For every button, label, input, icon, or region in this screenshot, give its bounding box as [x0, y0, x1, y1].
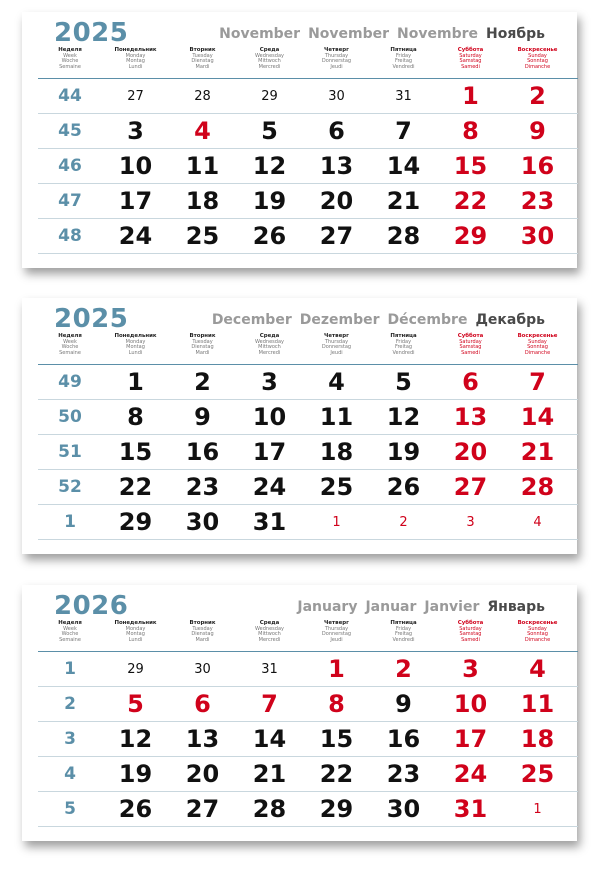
day-number: 29	[261, 88, 278, 104]
month-name-fr: Décembre	[387, 312, 468, 328]
week-rows	[38, 364, 578, 540]
day-number: 27	[453, 473, 488, 501]
week-number: 2	[64, 694, 76, 714]
day-number: 19	[252, 187, 287, 215]
day-number: 30	[328, 88, 345, 104]
weekday-label-ru: Суббота	[457, 333, 484, 339]
weekday-header	[504, 334, 571, 364]
month-name-en: January	[297, 599, 358, 615]
week-row	[38, 652, 578, 687]
weekday-label-fr: Mercredi	[258, 636, 281, 643]
weekday-label-de: Freitag	[394, 58, 413, 65]
day-number: 18	[319, 438, 354, 466]
weekday-label-en: Monday	[125, 52, 146, 59]
weekday-header	[504, 621, 571, 651]
weekday-header	[370, 621, 437, 651]
day-number: 16	[185, 438, 220, 466]
weekday-label-ru: Пятница	[390, 333, 417, 339]
day-number: 8	[462, 117, 479, 145]
day-number: 17	[453, 725, 488, 753]
weekday-label-ru: Понедельник	[114, 47, 157, 53]
week-number: 45	[58, 121, 82, 141]
day-number: 30	[520, 222, 555, 250]
weekday-label-ru: Воскресенье	[517, 333, 558, 339]
month-name-ru: Январь	[487, 599, 545, 615]
weekday-label-en: Week	[63, 338, 77, 345]
day-number: 26	[252, 222, 287, 250]
week-number: 44	[58, 86, 82, 106]
day-number: 22	[319, 760, 354, 788]
month-name-ru: Декабрь	[475, 312, 545, 328]
weekday-label-fr: Mardi	[195, 349, 210, 356]
weekday-label-ru: Понедельник	[114, 620, 157, 626]
day-number: 3	[127, 117, 144, 145]
weekday-label-en: Thursday	[324, 338, 349, 345]
weekday-header	[370, 334, 437, 364]
day-number: 11	[185, 152, 220, 180]
day-number: 22	[118, 473, 153, 501]
weekday-header	[169, 48, 236, 78]
day-number: 26	[386, 473, 421, 501]
day-number: 20	[453, 438, 488, 466]
day-number: 8	[328, 690, 345, 718]
weekday-header	[303, 48, 370, 78]
week-row	[38, 687, 578, 722]
weekday-label-en: Wednesday	[255, 338, 284, 345]
weekday-label-de: Mittwoch	[258, 58, 281, 65]
week-number: 49	[58, 372, 82, 392]
day-number: 19	[118, 760, 153, 788]
weekday-label-ru: Среда	[259, 47, 280, 53]
weekday-label-en: Sunday	[528, 625, 547, 632]
weekday-label-ru: Воскресенье	[517, 620, 558, 626]
day-number: 21	[520, 438, 555, 466]
weekday-label-fr: Dimanche	[524, 63, 551, 70]
week-number: 48	[58, 226, 82, 246]
day-number: 1	[462, 82, 479, 110]
weekday-label-ru: Четверг	[324, 47, 349, 53]
weekday-label-fr: Semaine	[59, 636, 81, 643]
day-number: 28	[386, 222, 421, 250]
weekday-label-ru: Понедельник	[114, 333, 157, 339]
weekday-header	[370, 48, 437, 78]
day-number: 24	[252, 473, 287, 501]
week-number: 47	[58, 191, 82, 211]
weekday-label-ru: Вторник	[189, 333, 216, 339]
weekday-label-ru: Пятница	[390, 620, 417, 626]
day-number: 11	[520, 690, 555, 718]
calendar-sheet	[22, 585, 577, 841]
day-number: 9	[529, 117, 546, 145]
weekday-label-en: Week	[63, 52, 77, 59]
weekday-label-en: Tuesday	[192, 625, 213, 632]
day-number: 14	[520, 403, 555, 431]
day-number: 21	[386, 187, 421, 215]
weekday-label-de: Montag	[126, 58, 145, 65]
month-name-fr: Novembre	[397, 26, 479, 42]
day-number: 7	[261, 690, 278, 718]
weekday-header	[169, 334, 236, 364]
weekday-label-en: Sunday	[528, 338, 547, 345]
weekday-label-fr: Mardi	[195, 636, 210, 643]
weekday-header	[38, 621, 102, 651]
month-name-de: November	[308, 26, 390, 42]
weekday-label-ru: Неделя	[58, 47, 82, 53]
weekday-label-en: Tuesday	[192, 52, 213, 59]
weekday-label-fr: Lundi	[128, 636, 143, 643]
day-number: 17	[252, 438, 287, 466]
weekday-label-fr: Jeudi	[330, 63, 343, 70]
weekday-label-en: Friday	[395, 338, 412, 345]
week-row	[38, 792, 578, 827]
year-label: 2026	[54, 591, 129, 621]
weekday-label-fr: Jeudi	[330, 349, 343, 356]
weekday-label-ru: Вторник	[189, 47, 216, 53]
weekday-label-fr: Vendredi	[392, 349, 415, 356]
week-number: 3	[64, 729, 76, 749]
weekday-label-fr: Jeudi	[330, 636, 343, 643]
weekday-label-de: Freitag	[394, 631, 413, 638]
weekday-label-de: Sonntag	[527, 631, 548, 638]
weekday-header	[504, 48, 571, 78]
day-number: 31	[453, 795, 488, 823]
weekday-label-en: Saturday	[459, 625, 482, 632]
month-name-de: Dezember	[299, 312, 380, 328]
day-number: 14	[386, 152, 421, 180]
week-row	[38, 400, 578, 435]
day-number: 13	[185, 725, 220, 753]
month-name-en: December	[211, 312, 292, 328]
weekday-label-de: Donnerstag	[321, 58, 352, 65]
day-number: 18	[185, 187, 220, 215]
weekday-label-de: Sonntag	[527, 344, 548, 351]
weekday-label-de: Dienstag	[191, 631, 214, 638]
weekday-header	[38, 48, 102, 78]
calendar-sheet	[22, 12, 577, 268]
weekday-header	[437, 621, 504, 651]
week-row	[38, 722, 578, 757]
weekday-label-en: Friday	[395, 625, 412, 632]
day-number: 15	[453, 152, 488, 180]
week-row	[38, 365, 578, 400]
day-number: 25	[319, 473, 354, 501]
weekday-label-en: Wednesday	[255, 52, 284, 59]
day-number: 18	[520, 725, 555, 753]
weekday-label-fr: Vendredi	[392, 63, 415, 70]
day-number: 3	[466, 514, 475, 530]
day-number: 6	[194, 690, 211, 718]
day-number: 14	[252, 725, 287, 753]
day-number: 27	[319, 222, 354, 250]
day-number: 23	[520, 187, 555, 215]
day-number: 24	[453, 760, 488, 788]
week-rows	[38, 651, 578, 827]
weekday-label-de: Woche	[61, 58, 79, 65]
weekday-label-de: Woche	[61, 344, 79, 351]
weekday-label-en: Friday	[395, 52, 412, 59]
day-number: 17	[118, 187, 153, 215]
day-number: 12	[252, 152, 287, 180]
day-number: 12	[386, 403, 421, 431]
day-number: 10	[453, 690, 488, 718]
day-number: 31	[395, 88, 412, 104]
day-number: 8	[127, 403, 144, 431]
weekday-header	[169, 621, 236, 651]
weekday-label-fr: Mercredi	[258, 349, 281, 356]
weekday-label-ru: Воскресенье	[517, 47, 558, 53]
day-number: 29	[127, 661, 144, 677]
day-number: 9	[194, 403, 211, 431]
week-row	[38, 114, 578, 149]
weekday-label-en: Monday	[125, 338, 146, 345]
day-number: 6	[328, 117, 345, 145]
weekday-label-fr: Vendredi	[392, 636, 415, 643]
weekday-label-en: Thursday	[324, 52, 349, 59]
weekday-label-en: Week	[63, 625, 77, 632]
weekday-label-de: Montag	[126, 344, 145, 351]
weekday-label-fr: Lundi	[128, 63, 143, 70]
weekday-label-ru: Среда	[259, 333, 280, 339]
weekday-label-de: Donnerstag	[321, 631, 352, 638]
weekday-label-fr: Mercredi	[258, 63, 281, 70]
week-row	[38, 219, 578, 254]
weekday-label-fr: Samedi	[461, 636, 480, 643]
weekday-label-de: Montag	[126, 631, 145, 638]
day-number: 12	[118, 725, 153, 753]
weekday-label-de: Freitag	[394, 344, 413, 351]
day-number: 13	[319, 152, 354, 180]
day-number: 25	[520, 760, 555, 788]
weekday-label-ru: Среда	[259, 620, 280, 626]
day-number: 2	[395, 655, 412, 683]
day-number: 1	[332, 514, 341, 530]
week-number: 46	[58, 156, 82, 176]
day-number: 26	[118, 795, 153, 823]
month-names	[211, 26, 545, 42]
weekday-label-fr: Mardi	[195, 63, 210, 70]
weekday-label-de: Dienstag	[191, 58, 214, 65]
day-number: 11	[319, 403, 354, 431]
day-number: 23	[185, 473, 220, 501]
weekday-label-en: Saturday	[459, 338, 482, 345]
weekday-label-de: Woche	[61, 631, 79, 638]
weekday-label-de: Sonntag	[527, 58, 548, 65]
day-number: 9	[395, 690, 412, 718]
week-rows	[38, 78, 578, 254]
weekday-label-fr: Dimanche	[524, 636, 551, 643]
weekday-header	[437, 334, 504, 364]
weekday-label-fr: Dimanche	[524, 349, 551, 356]
weekday-label-fr: Semaine	[59, 349, 81, 356]
day-number: 30	[185, 508, 220, 536]
day-number: 20	[319, 187, 354, 215]
day-number: 1	[127, 368, 144, 396]
month-names	[204, 312, 545, 328]
day-number: 15	[118, 438, 153, 466]
day-number: 22	[453, 187, 488, 215]
month-names	[289, 599, 545, 615]
weekday-header	[437, 48, 504, 78]
day-number: 31	[252, 508, 287, 536]
week-number: 52	[58, 477, 82, 497]
day-number: 27	[185, 795, 220, 823]
weekday-header	[102, 48, 169, 78]
day-number: 28	[194, 88, 211, 104]
day-number: 10	[252, 403, 287, 431]
day-number: 16	[386, 725, 421, 753]
day-number: 2	[529, 82, 546, 110]
week-number: 5	[64, 799, 76, 819]
day-number: 4	[194, 117, 211, 145]
day-number: 16	[520, 152, 555, 180]
weekday-label-fr: Lundi	[128, 349, 143, 356]
week-row	[38, 470, 578, 505]
weekday-header	[102, 621, 169, 651]
weekday-label-ru: Суббота	[457, 47, 484, 53]
weekday-label-fr: Samedi	[461, 349, 480, 356]
weekday-label-ru: Четверг	[324, 333, 349, 339]
day-number: 2	[399, 514, 408, 530]
day-number: 15	[319, 725, 354, 753]
day-number: 25	[185, 222, 220, 250]
weekday-label-fr: Semaine	[59, 63, 81, 70]
weekday-label-fr: Samedi	[461, 63, 480, 70]
day-number: 28	[252, 795, 287, 823]
week-number: 1	[64, 512, 76, 532]
day-number: 19	[386, 438, 421, 466]
weekday-label-en: Wednesday	[255, 625, 284, 632]
weekday-label-ru: Суббота	[457, 620, 484, 626]
day-number: 31	[261, 661, 278, 677]
month-name-en: November	[219, 26, 301, 42]
weekday-header-row	[38, 621, 578, 651]
week-number: 50	[58, 407, 82, 427]
day-number: 1	[328, 655, 345, 683]
week-row	[38, 184, 578, 219]
day-number: 13	[453, 403, 488, 431]
day-number: 7	[529, 368, 546, 396]
day-number: 30	[194, 661, 211, 677]
year-label: 2025	[54, 304, 129, 334]
day-number: 21	[252, 760, 287, 788]
month-name-ru: Ноябрь	[486, 26, 545, 42]
year-label: 2025	[54, 18, 129, 48]
weekday-header	[38, 334, 102, 364]
weekday-label-ru: Вторник	[189, 620, 216, 626]
weekday-label-ru: Пятница	[390, 47, 417, 53]
week-row	[38, 757, 578, 792]
weekday-label-de: Mittwoch	[258, 631, 281, 638]
week-row	[38, 79, 578, 114]
day-number: 7	[395, 117, 412, 145]
weekday-label-en: Thursday	[324, 625, 349, 632]
weekday-header	[236, 621, 303, 651]
weekday-label-en: Sunday	[528, 52, 547, 59]
weekday-label-de: Samstag	[459, 344, 482, 351]
weekday-label-ru: Четверг	[324, 620, 349, 626]
weekday-header	[236, 334, 303, 364]
week-row	[38, 149, 578, 184]
weekday-header	[303, 334, 370, 364]
week-row	[38, 505, 578, 540]
day-number: 10	[118, 152, 153, 180]
day-number: 27	[127, 88, 144, 104]
weekday-label-en: Tuesday	[192, 338, 213, 345]
day-number: 3	[462, 655, 479, 683]
day-number: 6	[462, 368, 479, 396]
weekday-header-row	[38, 334, 578, 364]
weekday-label-de: Dienstag	[191, 344, 214, 351]
day-number: 24	[118, 222, 153, 250]
weekday-header-row	[38, 48, 578, 78]
day-number: 4	[533, 514, 542, 530]
day-number: 29	[453, 222, 488, 250]
day-number: 2	[194, 368, 211, 396]
day-number: 3	[261, 368, 278, 396]
day-number: 29	[319, 795, 354, 823]
calendar-sheet	[22, 298, 577, 554]
day-number: 20	[185, 760, 220, 788]
weekday-header	[236, 48, 303, 78]
weekday-label-ru: Неделя	[58, 620, 82, 626]
day-number: 5	[261, 117, 278, 145]
week-row	[38, 435, 578, 470]
weekday-label-de: Mittwoch	[258, 344, 281, 351]
week-number: 1	[64, 659, 76, 679]
week-number: 51	[58, 442, 82, 462]
day-number: 28	[520, 473, 555, 501]
day-number: 4	[529, 655, 546, 683]
day-number: 5	[127, 690, 144, 718]
day-number: 4	[328, 368, 345, 396]
weekday-label-en: Saturday	[459, 52, 482, 59]
weekday-label-en: Monday	[125, 625, 146, 632]
weekday-label-de: Donnerstag	[321, 344, 352, 351]
day-number: 5	[395, 368, 412, 396]
week-number: 4	[64, 764, 76, 784]
month-name-de: Januar	[365, 599, 417, 615]
day-number: 29	[118, 508, 153, 536]
day-number: 1	[533, 801, 542, 817]
weekday-header	[303, 621, 370, 651]
weekday-label-ru: Неделя	[58, 333, 82, 339]
day-number: 30	[386, 795, 421, 823]
day-number: 23	[386, 760, 421, 788]
weekday-header	[102, 334, 169, 364]
weekday-label-de: Samstag	[459, 631, 482, 638]
weekday-label-de: Samstag	[459, 58, 482, 65]
month-name-fr: Janvier	[424, 599, 480, 615]
